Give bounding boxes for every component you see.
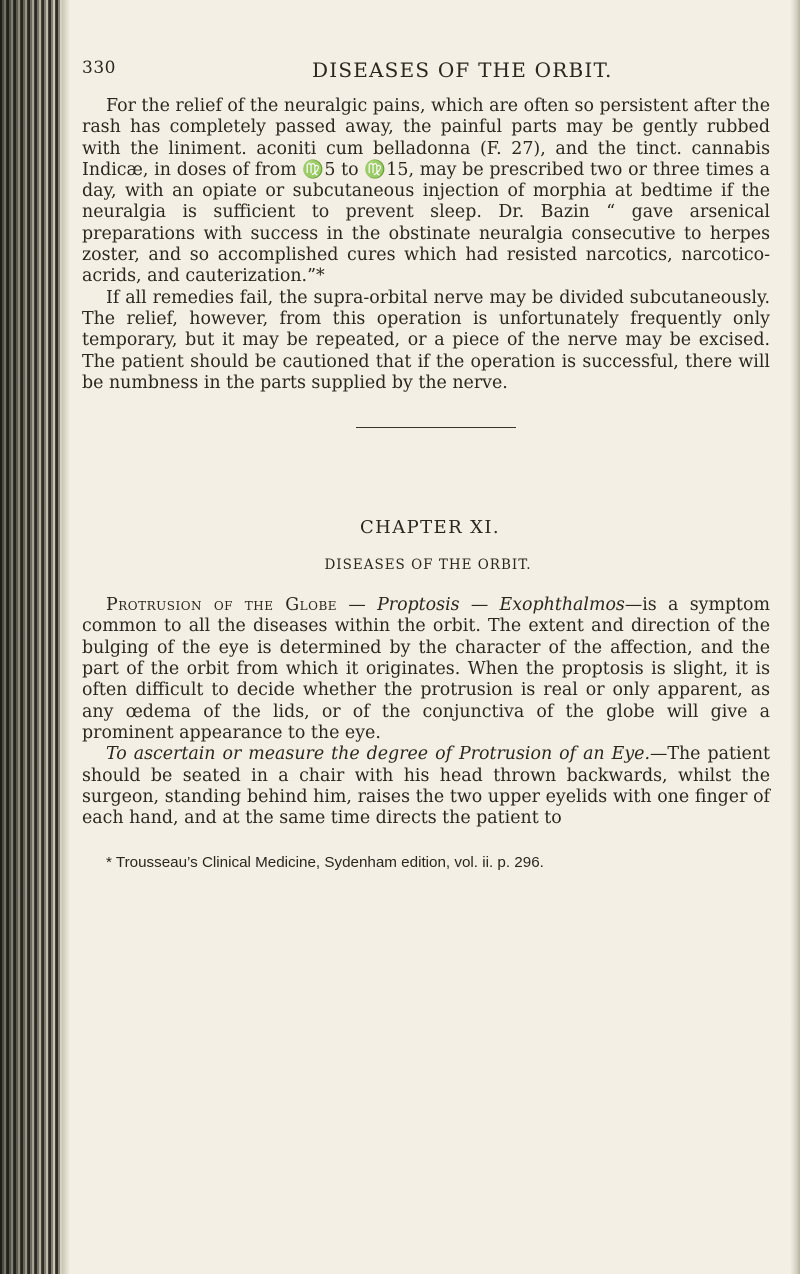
subheading-measure-protrusion: To ascertain or measure the degree of Protrusion of an Eye. bbox=[106, 744, 650, 765]
term-proptosis: Proptosis bbox=[377, 595, 460, 616]
lead-protrusion-of-globe: Protrusion of the Globe bbox=[106, 595, 338, 616]
footnote: * Trousseau’s Clinical Medicine, Sydenham edition, vol. ii. p. 296. bbox=[106, 854, 544, 872]
paragraph-supra-orbital-nerve: If all remedies fail, the supra-orbital nerve may be divided subcutaneously. The relief, however, from this operation is unfortunately frequently only temporary, but it may be repeated, or a piece of the nerve may be excised. The patient should be cautioned that if the operation is successful, there will be numbness in the parts supplied by the nerve. bbox=[82, 287, 770, 393]
lead-dash-2: — bbox=[459, 595, 500, 616]
term-exophthalmos: Exophthalmos bbox=[499, 595, 625, 616]
measure-protrusion-text: —The patient should be seated in a chair with his head thrown backwards, whilst the surgeon, standing behind him, raises the two upper eyelids with one finger of each hand, and at the same time directs the patient to bbox=[82, 744, 771, 829]
lead-dash-1: — bbox=[337, 595, 378, 616]
section-divider-rule bbox=[356, 427, 516, 428]
paragraph-protrusion-of-globe bbox=[82, 595, 770, 744]
protrusion-description: —is a symptom common to all the diseases within the orbit. The extent and direction of the bulging of the eye is determined by the character of the affection, and the part of the orbit from which it originates. When the proptosis is slight, it is often difficult to decide whether the protrusion is real or only apparent, as any œdema of the lids, or of the conjunctiva of the globe will give a prominent appearance to the eye. bbox=[82, 595, 771, 743]
running-title: DISEASES OF THE ORBIT. bbox=[312, 58, 613, 82]
paragraph-measure-protrusion bbox=[82, 744, 770, 829]
book-page bbox=[82, 58, 770, 872]
page-right-edge bbox=[790, 0, 800, 1274]
page-number: 330 bbox=[82, 58, 116, 78]
paragraph-neuralgia-relief: For the relief of the neuralgic pains, which are often so persistent after the rash has completely passed away, the painful parts may be gently rubbed with the liniment. aconiti cum belladonna (F. 27), and the tinct. cannabis Indicæ, in doses of from ♍5 to ♍15, may be prescribed two or three times a day, with an opiate or subcutaneous injection of morphia at bedtime if the neuralgia is sufficient to prevent sleep. Dr. Bazin “ gave arsenical preparations with success in the obstinate neuralgia consecutive to herpes zoster, and so accomplished cures which had resisted narcotics, narcotico-acrids, and cauterization.”* bbox=[82, 96, 771, 287]
chapter-title: CHAPTER XI. bbox=[359, 517, 501, 539]
chapter-subtitle: DISEASES OF THE ORBIT. bbox=[324, 557, 532, 574]
running-header bbox=[82, 58, 770, 86]
page-gutter bbox=[62, 0, 70, 1274]
spine-shadow bbox=[0, 0, 62, 1274]
